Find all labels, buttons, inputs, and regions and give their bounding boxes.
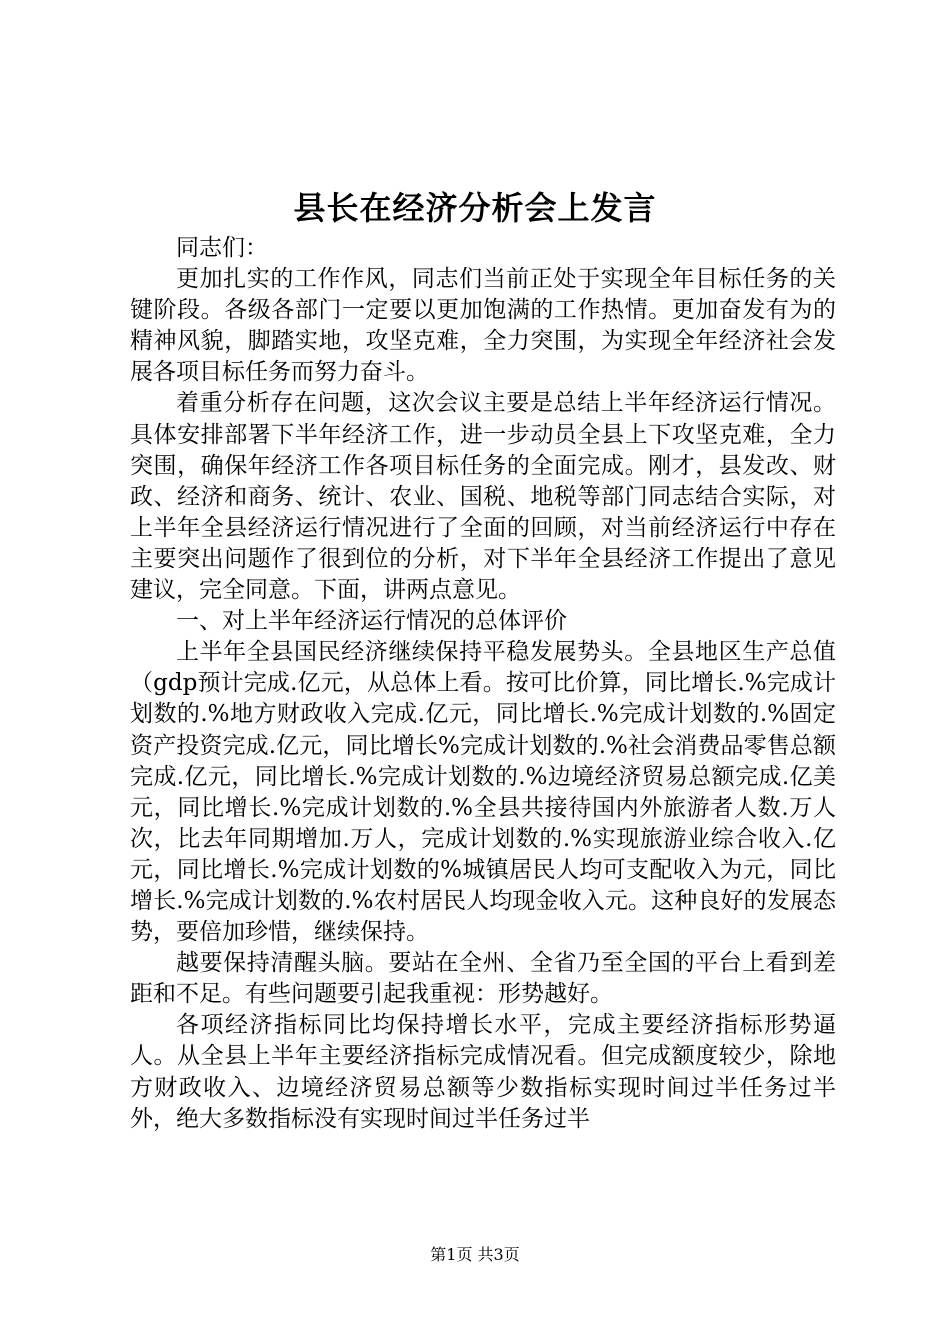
body-paragraph: 越要保持清醒头脑。要站在全州、全省乃至全国的平台上看到差距和不足。有些问题要引起我重视：形势越好。 bbox=[130, 950, 836, 1008]
body-paragraph: 上半年全县国民经济继续保持平稳发展势头。全县地区生产总值（gdp预计完成.亿元，从总体上看。按可比价算，同比增长.%完成计划数的.%地方财政收入完成.亿元，同比增长.%完成计划数的.%固定资产投资完成.亿元，同比增长%完成计划数的.%社会消费品零售总额完成.亿元，同比增长.%完成计划数的.%边境经济贸易总额完成.亿美元，同比增长.%完成计划数的.%全县共接待国内外旅游者人数.万人次，比去年同期增加.万人，完成计划数的.%实现旅游业综合收入.亿元，同比增长.%完成计划数的%城镇居民人均可支配收入为元，同比增长.%完成计划数的.%农村居民人均现金收入元。这种良好的发展态势，要倍加珍惜，继续保持。 bbox=[130, 639, 836, 946]
salutation-paragraph: 同志们： bbox=[176, 235, 268, 261]
document-title: 县长在经济分析会上发言 bbox=[293, 189, 657, 227]
body-paragraph: 更加扎实的工作作风，同志们当前正处于实现全年目标任务的关键阶段。各级各部门一定要以更加饱满的工作热情。更加奋发有为的精神风貌，脚踏实地，攻坚克难，全力突围，为实现全年经济社会发展各项目标任务而努力奋斗。 bbox=[130, 266, 836, 386]
page-number-footer: 第1页 共3页 bbox=[430, 1245, 520, 1264]
body-paragraph: 着重分析存在问题，这次会议主要是总结上半年经济运行情况。具体安排部署下半年经济工作，进一步动员全县上下攻坚克难，全力突围，确保年经济工作各项目标任务的全面完成。刚才，县发改、财政、经济和商务、统计、农业、国税、地税等部门同志结合实际，对上半年全县经济运行情况进行了全面的回顾，对当前经济运行中存在主要突出问题作了很到位的分析，对下半年全县经济工作提出了意见建议，完全同意。下面，讲两点意见。 bbox=[130, 390, 836, 604]
section-heading: 一、对上半年经济运行情况的总体评价 bbox=[176, 608, 567, 635]
document-body bbox=[130, 233, 836, 1135]
body-paragraph: 各项经济指标同比均保持增长水平，完成主要经济指标形势逼人。从全县上半年主要经济指标完成情况看。但完成额度较少，除地方财政收入、边境经济贸易总额等少数指标实现时间过半任务过半外，绝大多数指标没有实现时间过半任务过半 bbox=[130, 1012, 836, 1132]
